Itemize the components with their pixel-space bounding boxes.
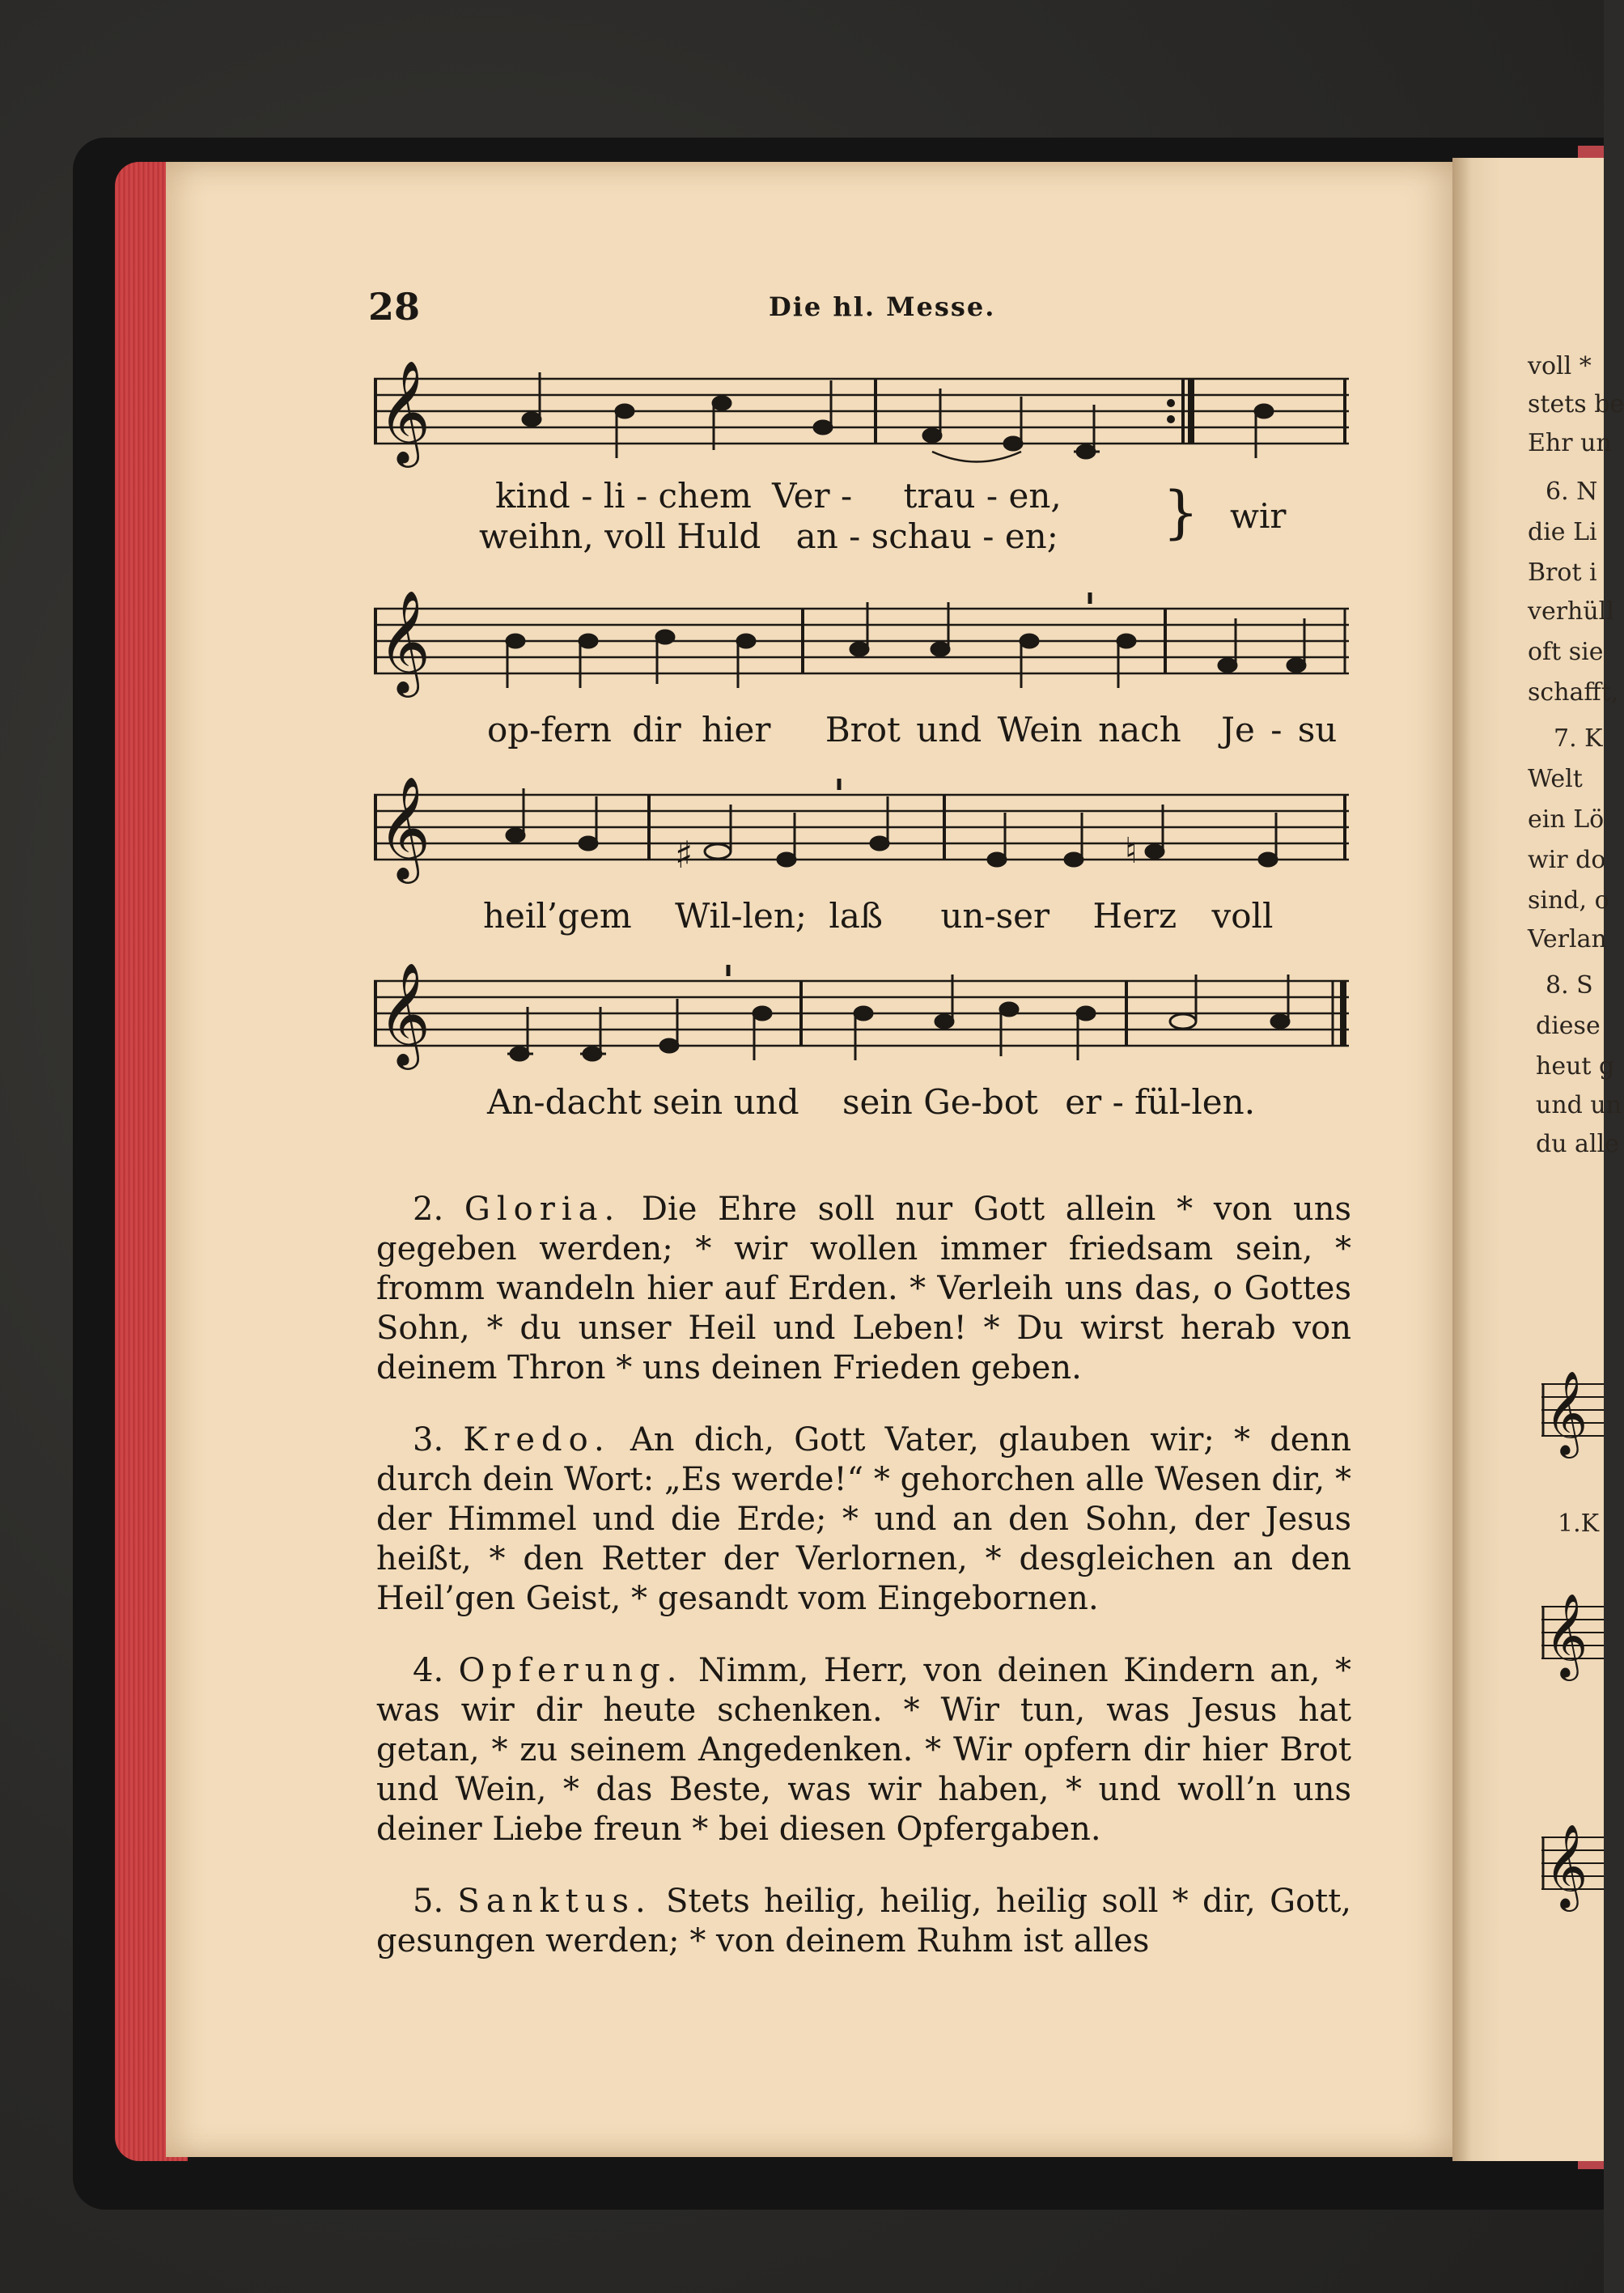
- verse-heading: Gloria.: [464, 1191, 621, 1228]
- staff-4: [374, 962, 1349, 1078]
- page-number: 28: [368, 285, 421, 329]
- music-system-3: [374, 775, 1349, 949]
- next-page-line: 6. N: [1546, 478, 1598, 506]
- verse-5: 5. Sanktus. Stets heilig, heilig, heilig soll * dir, Gott, gesungen werden; * von deinem Ruhm ist alles: [376, 1883, 1352, 1960]
- book-gutter: [1452, 158, 1501, 2161]
- verse-4: 4. Opferung. Nimm, Herr, von deinen Kindern an, * was wir dir heute schenken. * Wir tun, was Jesus hat getan, * zu seinem Angedenken. * Wir opfern dir hier Brot und Wein, * das Beste, was wir haben, * und woll’n uns deiner Liebe freun * bei diesen Opfergaben.: [376, 1652, 1351, 1848]
- next-page-line: diese: [1536, 1012, 1601, 1040]
- music-system-2: [374, 589, 1349, 762]
- next-page-line: voll *: [1528, 352, 1592, 380]
- next-page-line: wir do: [1528, 846, 1606, 874]
- verse-heading: Kredo.: [463, 1421, 611, 1459]
- next-page-line: heut g: [1536, 1052, 1615, 1081]
- verse-3: 3. Kredo. An dich, Gott Vater, glauben wir; * denn durch dein Wort: „Es werde!“ * gehorchen alle Wesen dir, * der Himmel und die Erde; * und an den Sohn, der Jesus heißt, * den Retter der Verlornen, * desgleichen an den Heil’gen Geist, * gesandt vom Eingebornen.: [376, 1421, 1352, 1617]
- next-page-line: Ehr un: [1528, 429, 1612, 457]
- sharp-icon: ♯: [675, 833, 693, 877]
- treble-clef-icon: 𝄞: [1545, 1824, 1588, 1909]
- next-page-line: verhüll: [1528, 597, 1614, 626]
- staff-2: [374, 589, 1349, 706]
- verse-heading: Sanktus.: [457, 1883, 652, 1920]
- lyric-line-1b: weihn, voll Huld an - schau - en;: [479, 516, 1058, 556]
- lyric-wir: wir: [1230, 496, 1287, 536]
- staff-3: [374, 775, 1349, 892]
- next-page-line: 7. K: [1554, 724, 1603, 753]
- next-page-line: du alle: [1536, 1130, 1619, 1158]
- lyric-line-3: heil’gem Wil-len; laß un-ser Herz voll: [483, 896, 1274, 936]
- running-title: Die hl. Messe.: [769, 291, 996, 322]
- treble-clef-icon: 𝄞: [1545, 1593, 1588, 1678]
- next-page-line: oft sie: [1528, 638, 1604, 666]
- lyric-line-2: op-fern dir hier Brot und Wein nach Je - su: [487, 710, 1338, 749]
- page-header: [368, 285, 1347, 333]
- next-page-line: die Li: [1528, 518, 1597, 546]
- next-page-line: Verlan: [1528, 925, 1607, 953]
- music-system-1: [374, 359, 1349, 565]
- next-page-staff-3: [1541, 1821, 1604, 1910]
- next-page-line: stets be: [1528, 390, 1624, 418]
- brace-icon: }: [1163, 479, 1199, 546]
- next-page-line: und un: [1536, 1091, 1622, 1119]
- music-system-4: [374, 962, 1349, 1135]
- verse-text: [376, 1190, 1351, 1974]
- next-page-line: Welt: [1528, 765, 1583, 793]
- verse-heading: Opferung.: [458, 1652, 684, 1689]
- treble-clef-icon: 𝄞: [1545, 1370, 1588, 1455]
- next-page-line: 1.K: [1558, 1510, 1600, 1538]
- next-page-line: 8. S: [1546, 971, 1593, 1000]
- treble-clef-icon: 𝄞: [378, 589, 431, 693]
- next-page-line: sind, o: [1528, 886, 1609, 915]
- lyric-line-4: An-dacht sein und sein Ge-bot er - fül-len.: [487, 1082, 1256, 1122]
- treble-clef-icon: 𝄞: [378, 962, 431, 1065]
- treble-clef-icon: 𝄞: [378, 775, 431, 879]
- next-page-line: schafft,: [1528, 678, 1619, 707]
- next-page-staff-1: [1541, 1368, 1604, 1457]
- next-page-staff-2: [1541, 1590, 1604, 1679]
- staff-1: [374, 359, 1349, 476]
- treble-clef-icon: 𝄞: [378, 359, 431, 463]
- natural-icon: ♮: [1125, 830, 1138, 872]
- next-page-line: ein Lö: [1528, 805, 1605, 834]
- lyric-line-1a: kind - li - chem Ver - trau - en,: [495, 476, 1062, 516]
- verse-2: 2. Gloria. Die Ehre soll nur Gott allein * von uns gegeben werden; * wir wollen immer friedsam sein, * fromm wandeln hier auf Erden. * Verleih uns das, o Gottes Sohn, * du unser Heil und Leben! * Du wirst herab von deinem Thron * uns deinen Frieden geben.: [376, 1191, 1352, 1386]
- next-page-line: Brot i: [1528, 558, 1597, 587]
